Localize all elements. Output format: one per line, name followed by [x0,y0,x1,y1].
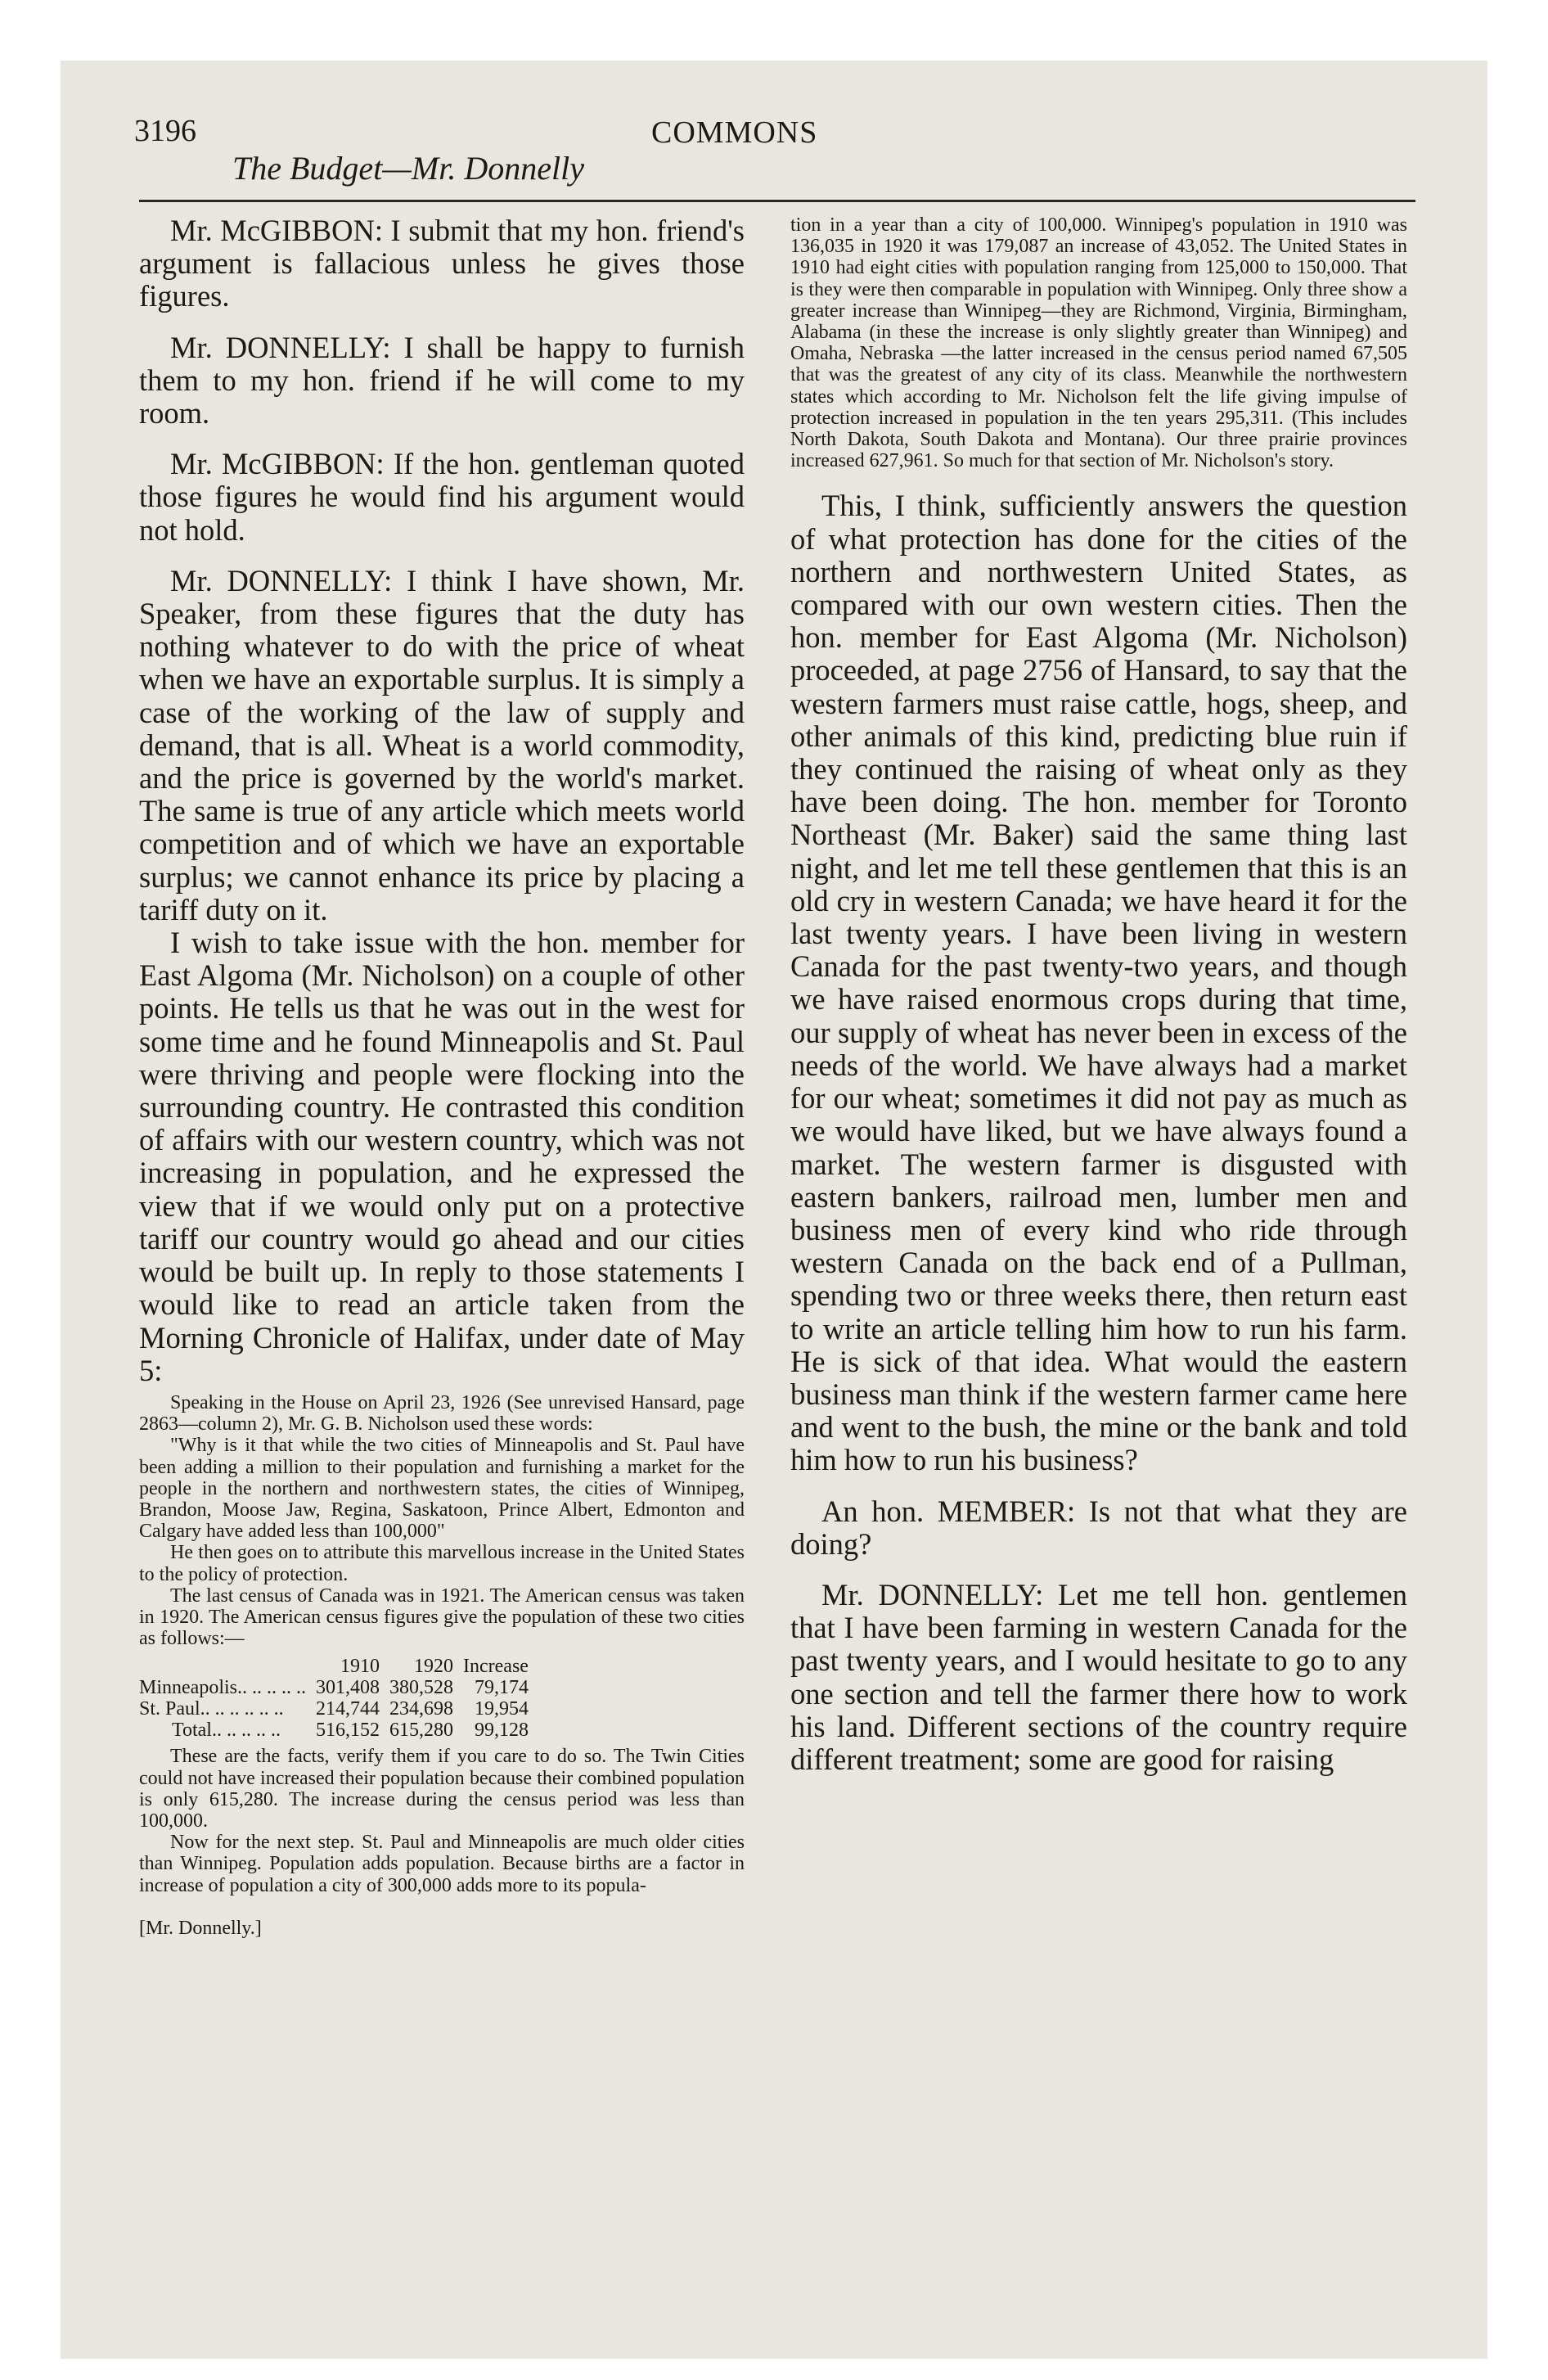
quoted-paragraph: He then goes on to attribute this marvellous increase in the United States to the policy of protection. [139,1542,745,1585]
quoted-paragraph: Now for the next step. St. Paul and Minneapolis are much older cities than Winnipeg. Population adds population. Because births are a factor in increase of population a city of 300,000 adds more to its popula- [139,1832,745,1896]
left-column [139,214,745,2326]
paragraph: Mr. DONNELLY: I think I have shown, Mr. Speaker, from these figures that the duty has nothing whatever to do with the price of wheat when we have an exportable surplus. It is simply a case of the working of the law of supply and demand, that is all. Wheat is a world commodity, and the price is governed by the world's market. The same is true of any article which meets world competition and of which we have an exportable surplus; we cannot enhance its price by placing a tariff duty on it. [139,563,745,926]
header-rule [139,200,1415,202]
table-cell: 214,744 [316,1698,380,1720]
paragraph: This, I think, sufficiently answers the question of what protection has done for the cities of the northern and northwestern United States, as compared with our own western cities. Then the hon. member for East Algoma (Mr. Nicholson) proceeded, at page 2756 of Hansard, to say that the western farmers must raise cattle, hogs, sheep, and other animals of this kind, predicting blue ruin if they continued the raising of wheat only as they have been doing. The hon. member for Toronto Northeast (Mr. Baker) said the same thing last night, and let me tell these gentlemen that this is an old cry in western Canada; we have heard it for the last twenty years. I have been living in western Canada for the past twenty-two years, and though we have raised enormous crops during that time, our supply of wheat has never been in excess of the needs of the world. We have always had a market for our wheat; sometimes it did not pay as much as we would have liked, but we have always found a market. The western farmer is disgusted with eastern bankers, railroad men, lumber men and business men of every kind who ride through western Canada on the back end of a Pullman, spending two or three weeks there, then return east to write an article telling him how to run his farm. He is sick of that idea. What would the eastern business man think if the western farmer came here and went to the bush, the mine or the bank and told him how to run his business? [790,489,1407,1477]
quoted-paragraph: The last census of Canada was in 1921. The American census was taken in 1920. The American census figures give the population of these two cities as follows:— [139,1584,745,1650]
table-cell: 19,954 [474,1698,529,1720]
paragraph: Mr. McGIBBON: If the hon. gentleman quoted those figures he would find his argument would not hold. [139,447,745,547]
table-cell: 301,408 [316,1677,380,1699]
table-header-cell: 1910 [340,1656,380,1678]
table-header-row [139,1656,533,1677]
quoted-paragraph: tion in a year than a city of 100,000. Winnipeg's population in 1910 was 136,035 in 1920 it was 179,087 an increase of 43,052. The United States in 1910 had eight cities with population ranging from 125,000 to 150,000. That is they were then comparable in population with Winnipeg. Only three show a greater increase than Winnipeg—they are Richmond, Virginia, Birmingham, Alabama (in these the increase is only slightly greater than Winnipeg) and Omaha, Nebraska —the latter increased in the census period named 67,505 that was the greatest of any city of its class. Meanwhile the northwestern states which according to Mr. Nicholson felt the life giving impulse of protection increased in population in the ten years 295,311. (This includes North Dakota, South Dakota and Montana). Our three prairie provinces increased 627,961. So much for that section of Mr. Nicholson's story. [790,214,1407,472]
quoted-paragraph: Speaking in the House on April 23, 1926 (See unrevised Hansard, page 2863—column 2), Mr. G. B. Nicholson used these words: [139,1391,745,1436]
table-row [139,1677,533,1698]
table-cell: Minneapolis.. .. .. .. .. [139,1677,306,1699]
paragraph: I wish to take issue with the hon. member for East Algoma (Mr. Nicholson) on a couple of other points. He tells us that he was out in the west for some time and he found Minneapolis and St. Paul were thriving and people were flocking into the surrounding country. He contrasted this condition of affairs with our western country, which was not increasing in population, and he expressed the view that if we would only put on a protective tariff our country would go ahead and our cities would be built up. In reply to those statements I would like to read an article taken from the Morning Chronicle of Halifax, under date of May 5: [139,926,745,1387]
table-header-cell [139,1656,311,1677]
table-row [139,1720,533,1741]
speaker-attribution: [Mr. Donnelly.] [139,1917,262,1939]
running-title: The Budget—Mr. Donnelly [232,150,584,187]
page-header [85,106,1460,213]
table-cell: 380,528 [389,1677,453,1699]
table-cell: Total.. .. .. .. .. [172,1720,281,1742]
table-cell: 79,174 [474,1677,529,1699]
table-cell: 234,698 [389,1698,453,1720]
table-cell: St. Paul.. .. .. .. .. .. [139,1698,284,1720]
page-number: 3196 [134,114,196,148]
paragraph: Mr. DONNELLY: I shall be happy to furnish them to my hon. friend if he will come to my room. [139,330,745,430]
table-cell: 516,152 [316,1720,380,1742]
table-cell: 615,280 [389,1720,453,1742]
table-header-cell: Increase [463,1656,529,1678]
table-row [139,1698,533,1720]
paragraph: An hon. MEMBER: Is not that what they are doing? [790,1494,1407,1561]
paragraph: Mr. DONNELLY: Let me tell hon. gentlemen that I have been farming in western Canada for the past twenty years, and I would hesitate to go to any one section and tell the farmer there how to work his land. Different sections of the country require different treatment; some are good for raising [790,1577,1407,1776]
quoted-paragraph: "Why is it that while the two cities of Minneapolis and St. Paul have been adding a million to their population and furnishing a market for the people in the northern and northwestern states, the cities of Winnipeg, Brandon, Moose Jaw, Regina, Saskatoon, Prince Albert, Edmonton and Calgary have added less than 100,000" [139,1435,745,1543]
right-column [790,214,1407,2326]
table-cell: 99,128 [474,1720,529,1742]
section-title: COMMONS [651,115,818,150]
paragraph: Mr. McGIBBON: I submit that my hon. friend's argument is fallacious unless he gives those figures. [139,214,745,313]
quoted-paragraph: These are the facts, verify them if you care to do so. The Twin Cities could not have increased their population because their combined population is only 615,280. The increase during the census period was less than 100,000. [139,1746,745,1832]
table-header-cell: 1920 [414,1656,453,1678]
census-table [139,1656,533,1741]
